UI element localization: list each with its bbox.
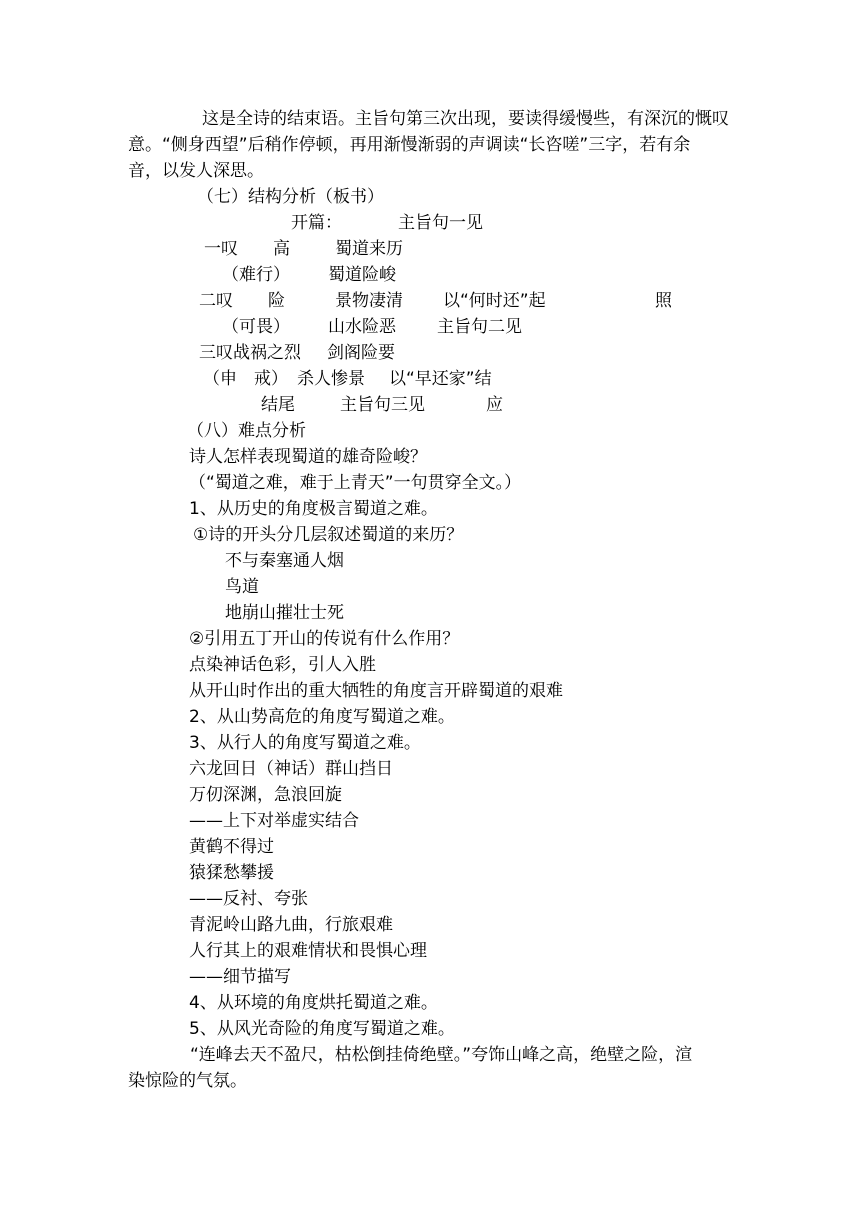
board-r4-c3: 主旨句二见	[437, 317, 522, 337]
board-r6-c2: 杀人惨景	[297, 369, 365, 389]
body-line: ②引用五丁开山的传说有什么作用？	[189, 629, 460, 649]
body-line: 人行其上的艰难情状和畏惧心理	[189, 941, 427, 961]
body-line: 鸟道	[225, 577, 259, 597]
board-r1-c3: 蜀道来历	[335, 239, 403, 259]
board-r6-c3: 以“早还家”结	[389, 369, 492, 389]
board-r1-c2: 高	[273, 239, 290, 259]
body-line: 点染神话色彩，引人入胜	[189, 655, 376, 675]
body-line: 3、从行人的角度写蜀道之难。	[189, 733, 421, 753]
intro-line-2: 意。“侧身西望”后稍作停顿，再用渐慢渐弱的声调读“长咨嗟”三字，若有余	[128, 135, 691, 155]
board-r3-c2: 险	[268, 291, 285, 311]
body-line: 六龙回日（神话）群山挡日	[189, 759, 393, 779]
board-r1-c1: 一叹	[204, 239, 238, 259]
body-line: 万仞深渊，急浪回旋	[189, 785, 342, 805]
body-line: ——反衬、夸张	[189, 889, 308, 909]
final-line-2: 染惊险的气氛。	[128, 1071, 247, 1091]
body-line: 猿猱愁攀援	[189, 863, 274, 883]
body-line: 地崩山摧壮士死	[225, 603, 344, 623]
final-line-1: “连峰去天不盈尺，枯松倒挂倚绝壁。”夸饰山峰之高，绝壁之险，渲	[190, 1045, 693, 1065]
body-line: ①诗的开头分几层叙述蜀道的来历？	[193, 525, 464, 545]
body-line: （“蜀道之难，难于上青天”一句贯穿全文。）	[189, 473, 522, 493]
board-r3-c5: 照	[655, 291, 672, 311]
section-7-heading: （七）结构分析（板书）	[197, 187, 384, 207]
board-r3-c1: 二叹	[199, 291, 233, 311]
intro-line-1: 这是全诗的结束语。主旨句第三次出现，要读得缓慢些，有深沉的慨叹	[202, 109, 729, 129]
board-r7-c2: 主旨句三见	[340, 395, 425, 415]
body-line: ——上下对举虚实结合	[189, 811, 359, 831]
body-line: 1、从历史的角度极言蜀道之难。	[189, 499, 438, 519]
board-r3-c4: 以“何时还”起	[443, 291, 546, 311]
board-r2-c2: 蜀道险峻	[328, 265, 396, 285]
body-line: 5、从风光奇险的角度写蜀道之难。	[189, 1019, 455, 1039]
body-line: ——细节描写	[189, 967, 291, 987]
body-line: 诗人怎样表现蜀道的雄奇险峻？	[189, 447, 427, 467]
opening-label: 开篇：	[291, 213, 342, 233]
body-line: 青泥岭山路九曲，行旅艰难	[189, 915, 393, 935]
board-r4-c1: （可畏）	[222, 317, 290, 337]
body-line: 不与秦塞通人烟	[225, 551, 344, 571]
board-r7-c1: 结尾	[261, 395, 295, 415]
board-r6-c1: （申 戒）	[203, 369, 288, 389]
board-r3-c3: 景物凄清	[335, 291, 403, 311]
board-r5-c2: 剑阁险要	[327, 343, 395, 363]
board-r4-c2: 山水险恶	[328, 317, 396, 337]
board-r2-c1: （难行）	[222, 265, 290, 285]
board-r7-c3: 应	[486, 395, 503, 415]
intro-line-3: 音，以发人深思。	[128, 161, 264, 181]
body-line: 从开山时作出的重大牺牲的角度言开辟蜀道的艰难	[189, 681, 563, 701]
section-8-heading: （八）难点分析	[187, 421, 306, 441]
board-r5-c1: 三叹战祸之烈	[199, 343, 301, 363]
body-line: 黄鹤不得过	[189, 837, 274, 857]
body-line: 4、从环境的角度烘托蜀道之难。	[189, 993, 438, 1013]
opening-value: 主旨句一见	[398, 213, 483, 233]
body-line: 2、从山势高危的角度写蜀道之难。	[189, 707, 455, 727]
